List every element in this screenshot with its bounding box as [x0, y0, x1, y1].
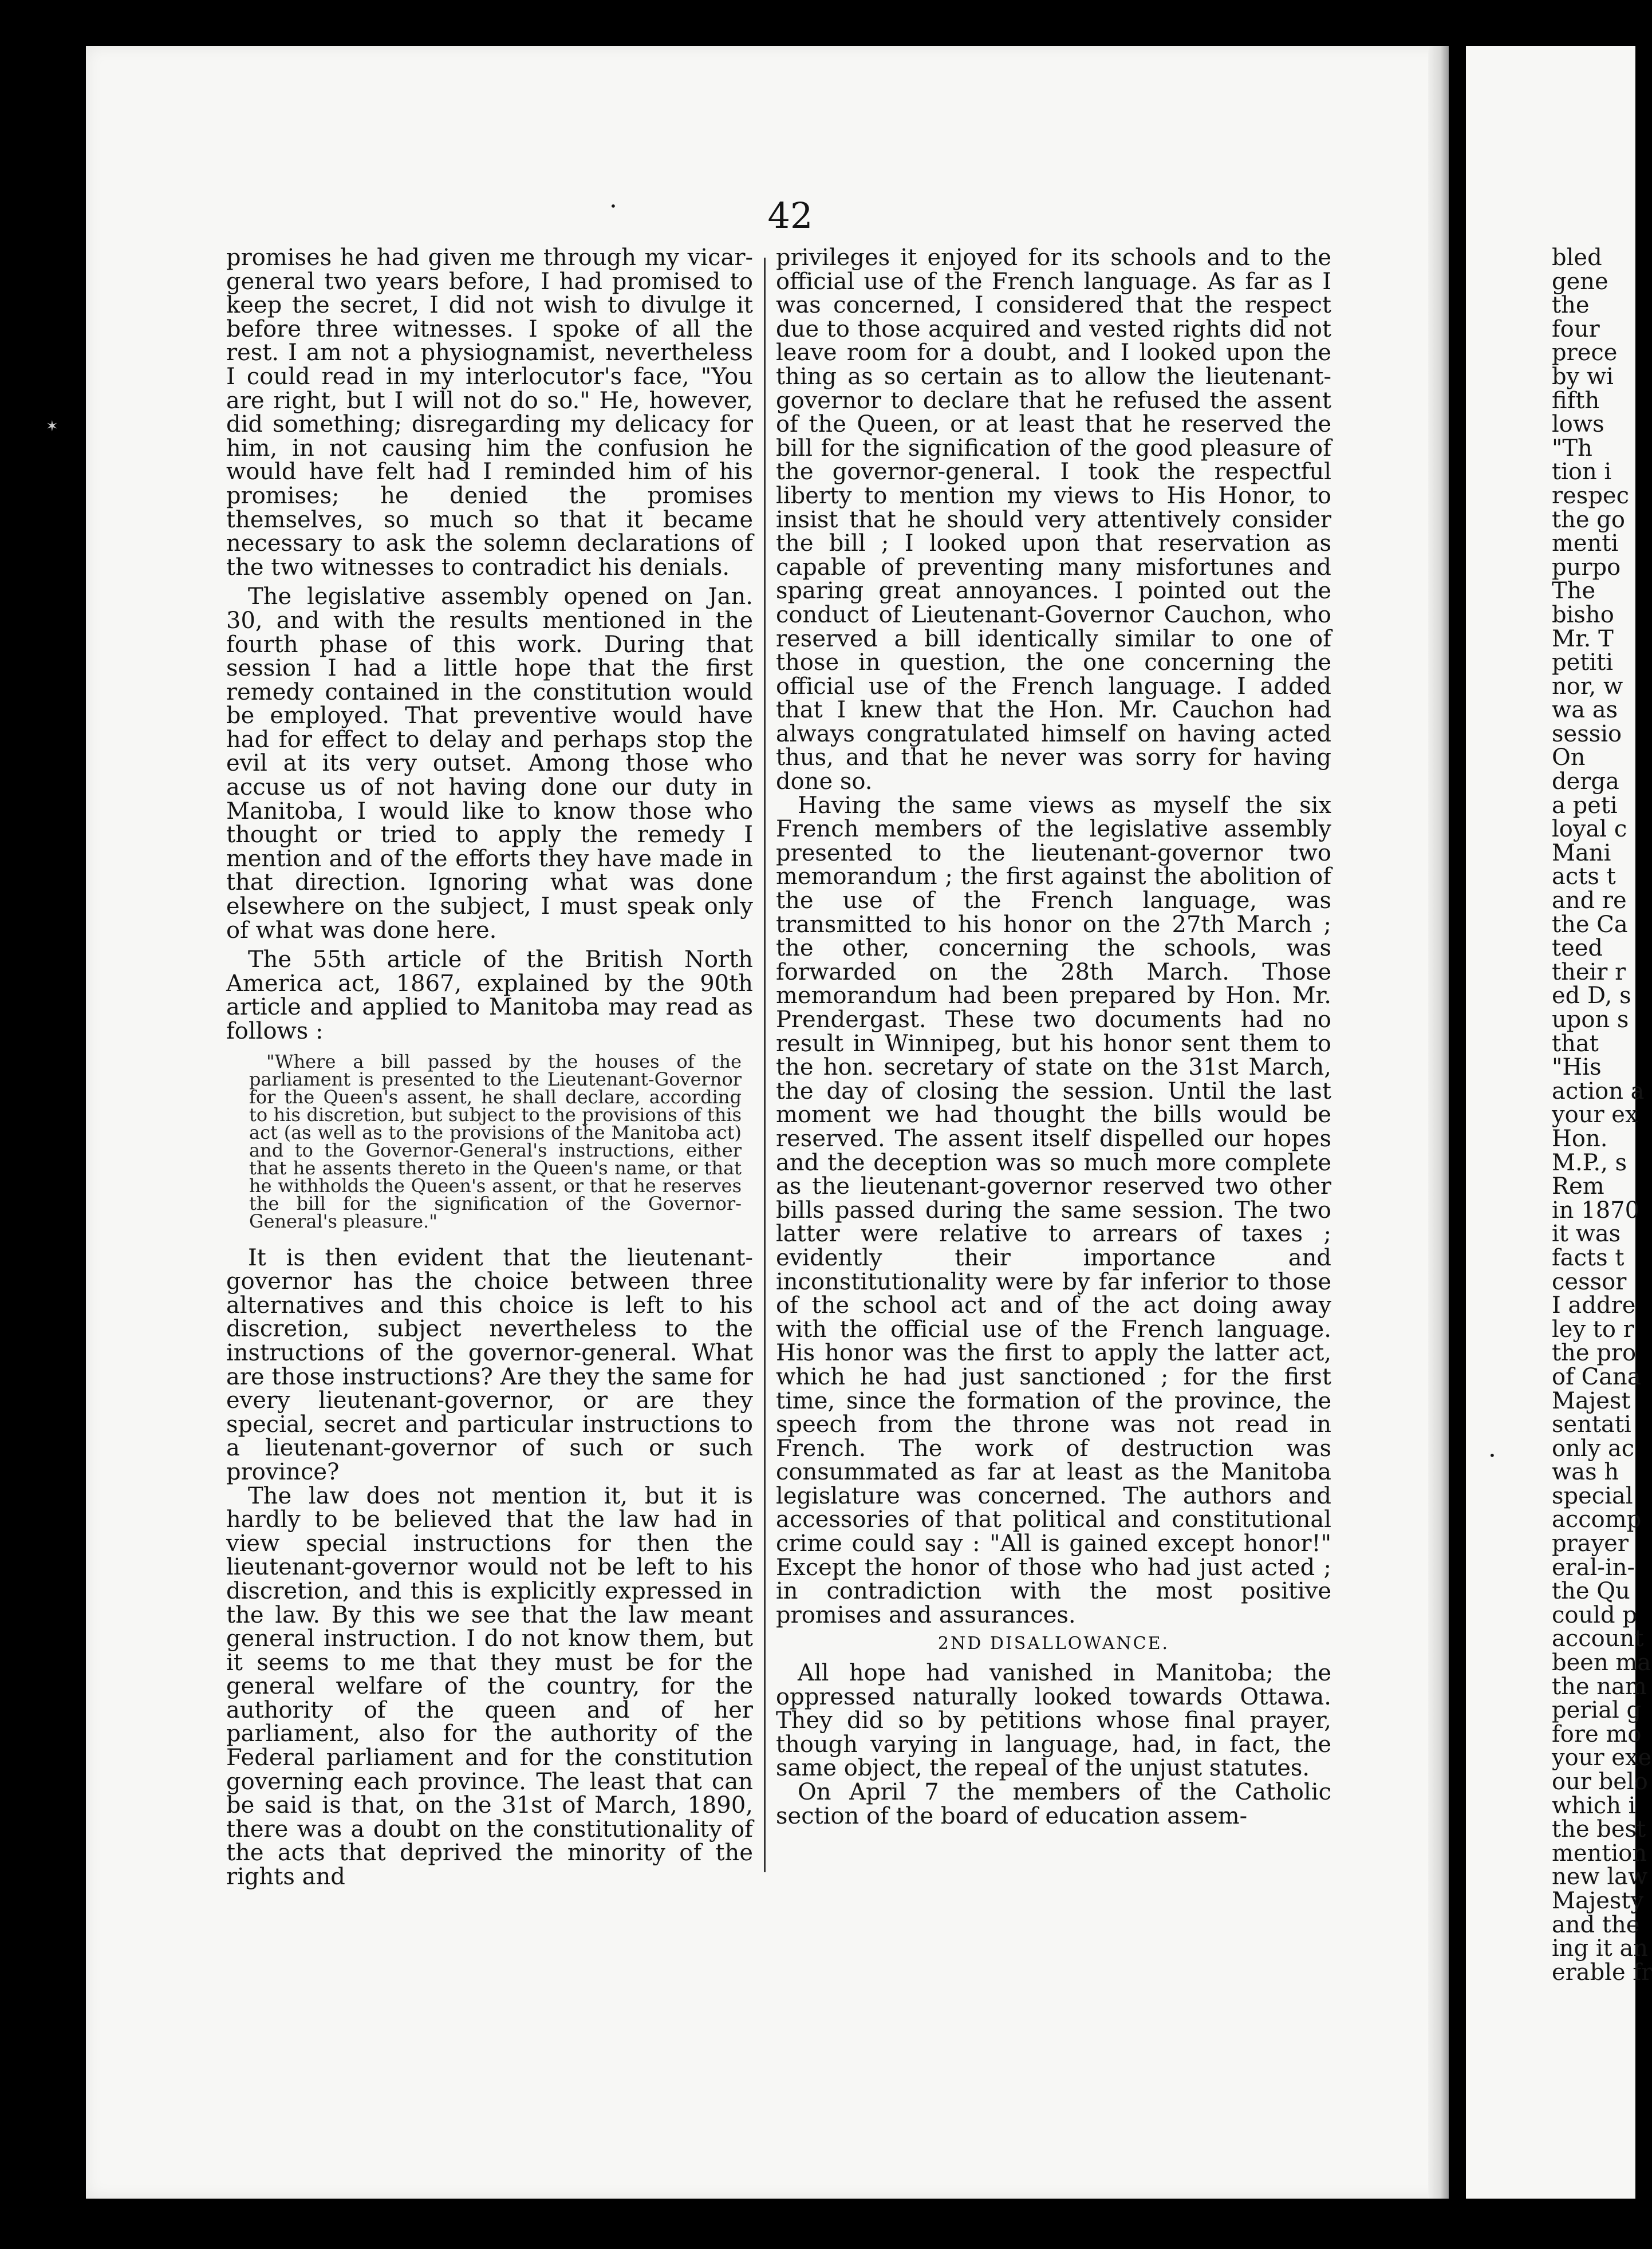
adjacent-page-line: menti — [1552, 530, 1619, 557]
adjacent-page-line: erable fr — [1552, 1959, 1652, 1986]
left-column — [226, 246, 753, 1889]
adjacent-page-line: the Qu — [1552, 1578, 1630, 1605]
adjacent-page-line: Hon. — [1552, 1125, 1608, 1152]
adjacent-page-line: I addre — [1552, 1292, 1636, 1319]
adjacent-page-line: cessor — [1552, 1268, 1627, 1295]
right-paragraph-2: Having the same views as myself the six French members of the legislative assembly presented to the lieutenant-governor two memorandum ; the first against the abolition of the use of the French language, was transmitted to his honor on the 27th March ; the other, concerning the schools, was forwarded on the 28th March. Those memorandum had been prepared by Hon. Mr. Prendergast. These two documents had no result in Winnipeg, but his honor sent them to the hon. secretary of state on the 31st March, the day of closing the session. Until the last moment we had thought the bills would be reserved. The assent itself dispelled our hopes and the deception was so much more complete as the lieutenant-governor reserved two other bills passed during the same session. The two latter were relative to arrears of taxes ; evidently their importance and inconstitutionality were by far inferior to those of the school act and of the act doing away with the official use of the French language. His honor was the first to apply the latter act, which he had just sanctioned ; for the first time, since the formation of the province, the speech from the throne was not read in French. The work of destruction was consummated as far at least as the Manitoba legislature was concerned. The authors and accessories of that political and constitutional crime could say : "All is gained except honor!" Except the honor of those who had just acted ; in contradiction with the most positive promises and assurances. — [776, 792, 1331, 1628]
adjacent-page-line: could p — [1552, 1601, 1637, 1628]
adjacent-page-line: and re — [1552, 887, 1627, 914]
adjacent-page-line: On — [1552, 744, 1586, 771]
adjacent-page-line: prayer — [1552, 1530, 1629, 1557]
adjacent-page-line: ley to r — [1552, 1316, 1634, 1343]
left-paragraph-4: It is then evident that the lieutenant-governor has the choice between three alternatives and this choice is left to his discretion, subject nevertheless to the instructions of the governor-general. What are those instructions? Are they the same for every lieutenant-governor, or are they special, secret and particular instructions to a lieutenant-governor of such or such province? — [226, 1244, 753, 1485]
adjacent-page-line: by wi — [1552, 363, 1614, 390]
adjacent-page-line: derga — [1552, 768, 1619, 795]
right-paragraph-4: On April 7 the members of the Catholic section of the board of education assem- — [776, 1779, 1331, 1829]
adjacent-page-line: bled — [1552, 244, 1602, 271]
adjacent-page-line: gene — [1552, 268, 1608, 295]
adjacent-page-line: facts t — [1552, 1244, 1625, 1271]
page-number: 42 — [767, 195, 813, 236]
adjacent-page-line: a peti — [1552, 792, 1618, 819]
adjacent-page-line: Majest — [1552, 1387, 1631, 1414]
adjacent-page-line: Majesty — [1552, 1887, 1644, 1914]
adjacent-page-line: our belo — [1552, 1769, 1648, 1795]
adjacent-page-line: eral-in- — [1552, 1554, 1635, 1581]
right-paragraph-3: All hope had vanished in Manitoba; the oppressed naturally looked towards Ottawa. They did so by petitions whose final prayer, though varying in language, had, in fact, the same object, the repeal of the unjust statutes. — [776, 1660, 1331, 1782]
left-paragraph-5: The law does not mention it, but it is hardly to be believed that the law had in view special instructions for then the lieutenant-governor would not be left to his discretion, and this is explicitly expressed in the law. By this we see that the law meant general instruction. I do not know them, but it seems to me that they must be for the general welfare of the country, for the authority of the queen and of her parliament, also for the authority of the Federal parliament and for the constitution governing each province. The least that can be said is that, on the 31st of March, 1890, there was a doubt on the constitutionality of the acts that deprived the minority of the rights and — [226, 1482, 753, 1891]
adjacent-page-line: only ac — [1552, 1435, 1635, 1462]
adjacent-page-line: in 1870 — [1552, 1197, 1640, 1224]
adjacent-page-line: ing it an — [1552, 1935, 1649, 1962]
adjacent-page-line: and the — [1552, 1911, 1640, 1938]
adjacent-page-line: bisho — [1552, 601, 1614, 628]
adjacent-page-line: the best — [1552, 1816, 1646, 1843]
adjacent-page-line: new law — [1552, 1864, 1648, 1891]
adjacent-page-line: the — [1552, 292, 1590, 319]
adjacent-page-line: of Cana — [1552, 1363, 1641, 1390]
adjacent-page-line: respec — [1552, 482, 1629, 509]
statute-quote: "Where a bill passed by the houses of the parliament is presented to the Lieutenant-Governor for the Queen's assent, he shall declare, according to his discretion, but subject to the provisions of this act (as well as to the provisions of the Manitoba act) and to the Governor-General's instructions, either that he assents thereto in the Queen's name, or that he withholds the Queen's assent, or that he reserves the bill for the signification of the Governor-General's pleasure." — [249, 1050, 742, 1232]
adjacent-page-line: the nam — [1552, 1673, 1647, 1700]
left-paragraph-1: promises he had given me through my vicar-general two years before, I had promised to keep the secret, I did not wish to divulge it before three witnesses. I spoke of all the rest. I am not a physiognamist, nevertheless I could read in my interlocutor's face, "You are right, but I will not do so." He, however, did something; disregarding my delicacy for him, in not causing him the confusion he would have felt had I reminded him of his promises; he denied the promises themselves, so much so that it became necessary to ask the solemn declarations of the two witnesses to contradict his denials. — [226, 244, 753, 581]
adjacent-page-line: sentati — [1552, 1411, 1631, 1438]
adjacent-page-line: that — [1552, 1030, 1599, 1057]
adjacent-page-line: tion i — [1552, 459, 1612, 486]
adjacent-page-line: The — [1552, 578, 1596, 605]
adjacent-page-line: fifth — [1552, 387, 1600, 414]
adjacent-page-line: petiti — [1552, 649, 1614, 676]
adjacent-page-line: the go — [1552, 506, 1625, 533]
column-divider — [764, 258, 766, 1872]
adjacent-page-line: ed D, s — [1552, 983, 1631, 1009]
adjacent-page-line: special — [1552, 1482, 1633, 1509]
page-fold-shadow — [1428, 46, 1449, 2199]
adjacent-page-line: your ex — [1552, 1102, 1638, 1129]
adjacent-page-line: perial g — [1552, 1697, 1642, 1724]
adjacent-page-line: lows — [1552, 411, 1604, 438]
adjacent-page-line: it was — [1552, 1221, 1621, 1248]
adjacent-page-line: which i — [1552, 1792, 1636, 1819]
print-speck: • — [610, 199, 617, 213]
adjacent-page-line: teed — [1552, 935, 1603, 962]
adjacent-page-line: Mr. T — [1552, 625, 1614, 652]
margin-speck: ✶ — [46, 418, 58, 435]
adjacent-page-line: the pro — [1552, 1340, 1637, 1367]
adjacent-page-line: Rem — [1552, 1173, 1604, 1200]
adjacent-page-line: the Ca — [1552, 911, 1628, 938]
adjacent-page-line: upon s — [1552, 1007, 1629, 1033]
adjacent-page-line: account — [1552, 1625, 1644, 1652]
adjacent-page-line: was h — [1552, 1459, 1619, 1486]
adjacent-page-line: action a — [1552, 1078, 1645, 1104]
adjacent-page-line: mention — [1552, 1840, 1647, 1867]
adjacent-page-line: been ma — [1552, 1650, 1651, 1676]
right-paragraph-1: privileges it enjoyed for its schools and to the official use of the French language. As far as I was concerned, I considered that the respect due to those acquired and vested rights did not leave room for a doubt, and I looked upon the thing as so certain as to allow the lieutenant-governor to declare that he refused the assent of the Queen, or at least that he reserved the bill for the signification of the good pleasure of the governor-general. I took the respectful liberty to mention my views to His Honor, to insist that he should very attentively consider the bill ; I looked upon that reservation as capable of preventing many misfortunes and sparing great annoyances. I pointed out the conduct of Lieutenant-Governor Cauchon, who reserved a bill identically similar to one of those in question, the one concerning the official use of the French language. I added that I knew that the Hon. Mr. Cauchon had always congratulated himself on having acted thus, and that he never was sorry for having done so. — [776, 244, 1331, 795]
adjacent-page-line: prece — [1552, 340, 1618, 366]
adjacent-page-line: M.P., s — [1552, 1149, 1627, 1176]
right-column — [776, 246, 1331, 1828]
adjacent-page-line: acts t — [1552, 863, 1616, 890]
section-heading: 2ND DISALLOWANCE. — [937, 1634, 1170, 1654]
adjacent-page-line: Mani — [1552, 839, 1611, 866]
left-paragraph-2: The legislative assembly opened on Jan. 30, and with the results mentioned in the fourth phase of this work. During that session I had a little hope that the first remedy contained in the constitution would be employed. That preventive would have had for effect to delay and perhaps stop the evil at its very outset. Among those who accuse us of not having done our duty in Manitoba, I would like to know those who thought or tried to apply the remedy I mention and of the efforts they have made in that direction. Ignoring what was done elsewhere on the subject, I must speak only of what was done here. — [226, 583, 753, 944]
adjacent-page-line: nor, w — [1552, 673, 1623, 700]
bullet-speck: • — [1489, 1449, 1496, 1462]
adjacent-page-line: accomp — [1552, 1506, 1642, 1533]
adjacent-page-line: purpo — [1552, 554, 1621, 581]
adjacent-page-line: fore mo — [1552, 1721, 1642, 1747]
adjacent-page-line: their r — [1552, 958, 1626, 985]
adjacent-page-line: your exe — [1552, 1745, 1652, 1771]
adjacent-page-line: four — [1552, 315, 1600, 342]
adjacent-page-line: wa as — [1552, 697, 1618, 724]
adjacent-page-line: sessio — [1552, 720, 1622, 747]
adjacent-page-text — [1552, 244, 1652, 1986]
left-paragraph-3: The 55th article of the British North America act, 1867, explained by the 90th article and applied to Manitoba may read as follows : — [226, 946, 753, 1044]
adjacent-page-line: loyal c — [1552, 816, 1627, 843]
adjacent-page-line: "Th — [1552, 435, 1592, 461]
adjacent-page-line: "His — [1552, 1054, 1602, 1081]
